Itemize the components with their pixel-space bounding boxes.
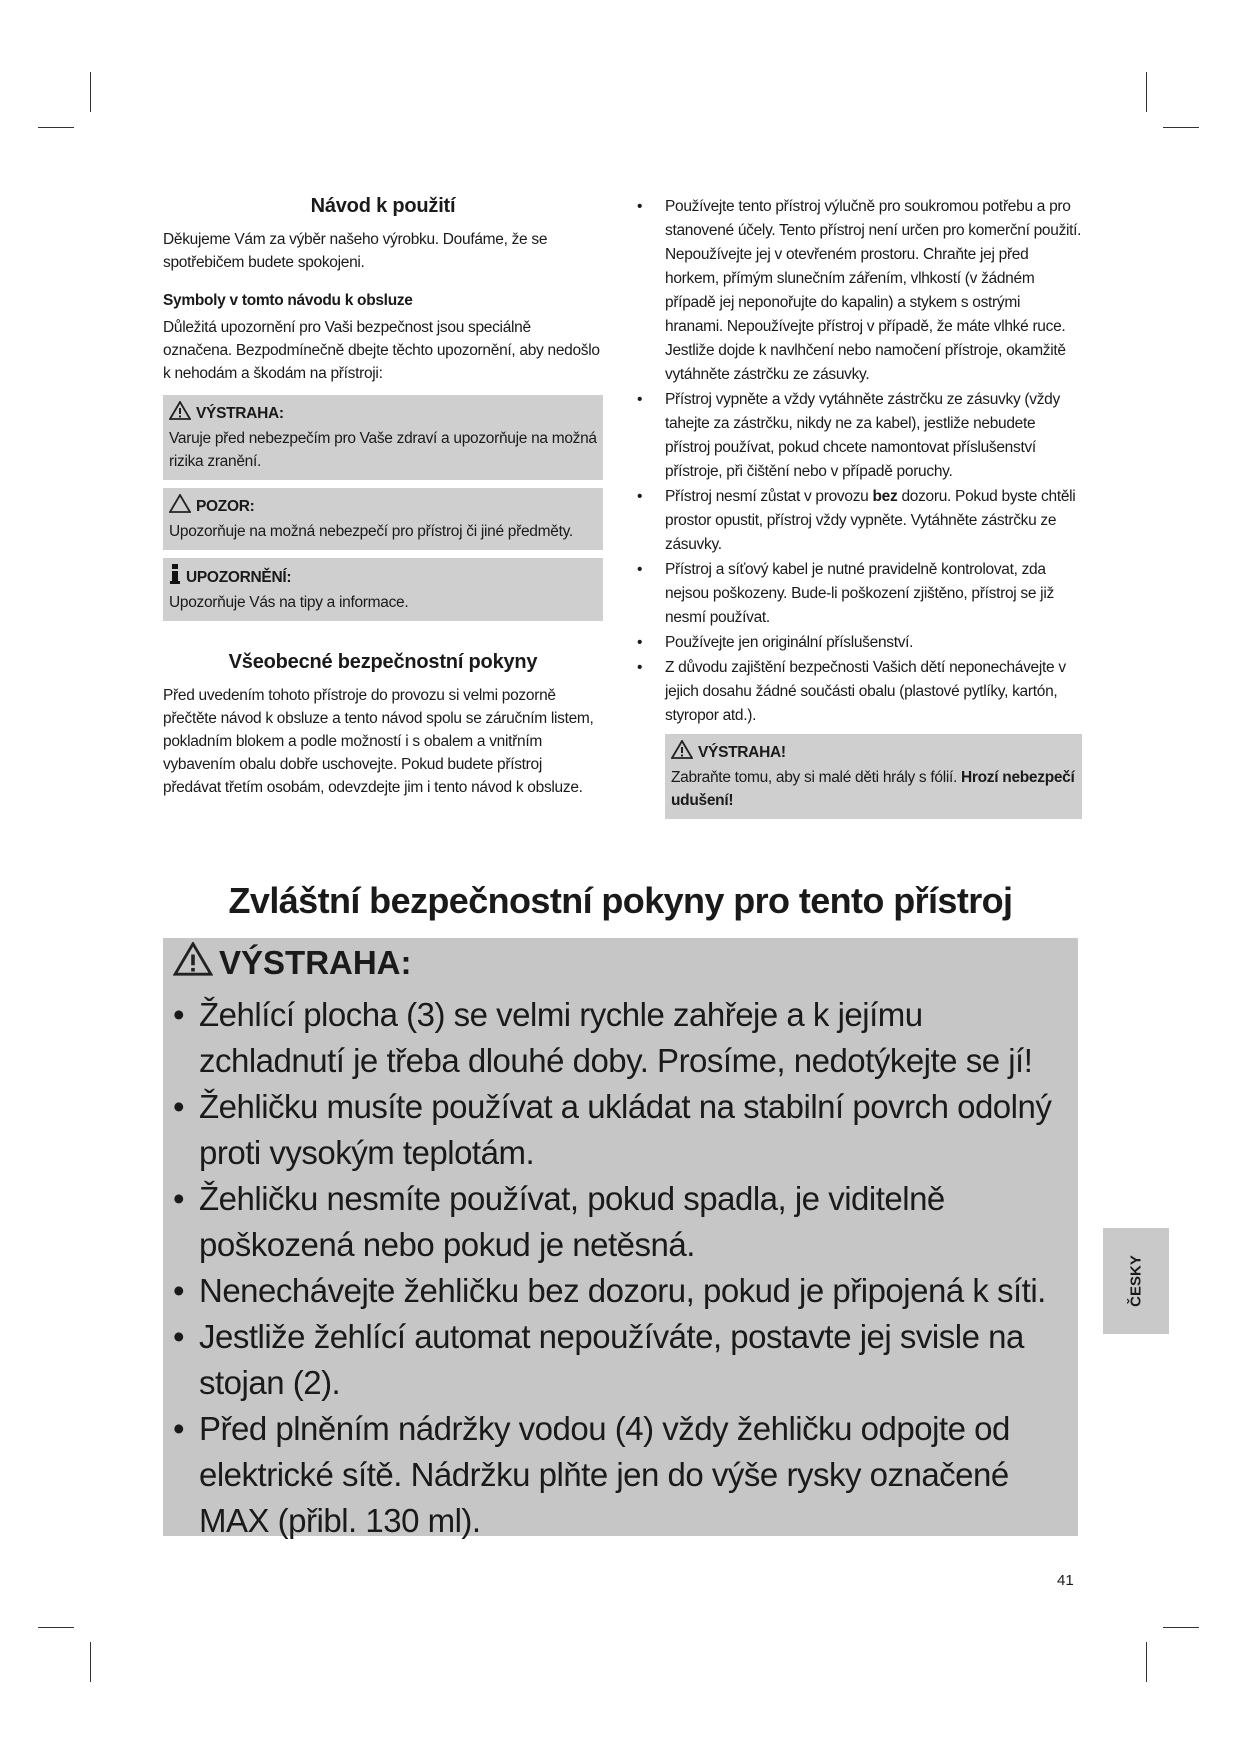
bullet: •	[637, 198, 643, 215]
note-title-label: UPOZORNĚNÍ:	[186, 568, 292, 586]
left-column	[163, 195, 603, 799]
special-warning-box	[163, 938, 1078, 1539]
language-tab	[1103, 1228, 1169, 1334]
crop-mark	[1146, 1642, 1147, 1682]
list-item	[637, 388, 1082, 484]
bullet: •	[637, 561, 643, 578]
list-item-text: Používejte jen originální příslušenství.	[665, 634, 914, 651]
bullet: •	[173, 996, 185, 1033]
note-box-title	[169, 564, 597, 591]
warning-box	[163, 395, 603, 480]
warning-triangle-icon	[671, 740, 693, 766]
note-box-text: Upozorňuje Vás na tipy a informace.	[169, 594, 409, 611]
caution-box-text: Upozorňuje na možná nebezpečí pro přístroj či jiné předměty.	[169, 523, 573, 540]
bullet: •	[173, 1180, 185, 1217]
list-item-text: Žehličku nesmíte používat, pokud spadla, je viditelně poškozená nebo pokud je netěsná.	[199, 1180, 945, 1263]
general-safety-text: Před uvedením tohoto přístroje do provozu si velmi pozorně přečtěte návod k obsluze a tento návod spolu se záručním listem, pokladním blokem a podle možností i s obalem a vnitřním vybavením obalu dobře uschovejte. Pokud budete přístroj předávat třetím osobám, odevzdejte jim i tento návod k obsluze.	[163, 687, 594, 796]
warning-triangle-icon	[169, 401, 191, 427]
bullet: •	[637, 391, 643, 408]
crop-mark	[38, 1627, 74, 1628]
note-box	[163, 558, 603, 621]
crop-mark	[1146, 72, 1147, 112]
list-item	[173, 1084, 1068, 1176]
special-warning-head	[173, 942, 412, 984]
list-item	[173, 992, 1068, 1084]
warning-box-title	[169, 401, 597, 427]
warning-title-label: VÝSTRAHA:	[196, 405, 284, 422]
list-item	[637, 631, 1082, 655]
child-warning-text-plain: Zabraňte tomu, aby si malé děti hrály s fólií.	[671, 769, 962, 786]
caution-title-label: POZOR:	[196, 498, 255, 515]
crop-mark	[90, 1642, 91, 1682]
info-icon	[169, 564, 181, 591]
caution-box	[163, 488, 603, 550]
bullet: •	[637, 634, 643, 651]
list-item-text: Žehličku musíte používat a ukládat na stabilní povrch odolný proti vysokým teplotám.	[199, 1088, 1052, 1171]
bullet: •	[173, 1318, 185, 1355]
manual-title: Návod k použití	[310, 195, 456, 217]
bullet: •	[173, 1272, 185, 1309]
caution-box-title	[169, 494, 597, 520]
special-safety-list	[173, 992, 1068, 1544]
list-item	[173, 1176, 1068, 1268]
language-tab-label: ČESKY	[1127, 1255, 1145, 1307]
list-item-text: Nenechávejte žehličku bez dozoru, pokud je připojená k síti.	[199, 1272, 1046, 1309]
special-warning-label: VÝSTRAHA:	[219, 944, 412, 981]
crop-mark	[1163, 127, 1199, 128]
list-item-text-a: Přístroj nesmí zůstat v provozu	[665, 488, 873, 505]
list-item-text: Používejte tento přístroj výlučně pro soukromou potřebu a pro stanovené účely. Tento přístroj není určen pro komerční použití. Nepoužívejte jej v otevřeném prostoru. Chraňte jej před horkem, přímým slunečním zářením, vlhkostí (v žádném případě jej neponořujte do kapalin) a stykem s ostrými hranami. Nepoužívejte přístroj v případě, že máte vlhké ruce. Jestliže dojde k navlhčení nebo namočení přístroje, okamžitě vytáhněte zástrčku ze zásuvky.	[665, 198, 1082, 383]
child-warning-title	[671, 740, 1076, 766]
list-item-text-bold: bez	[872, 488, 898, 505]
list-item	[173, 1406, 1068, 1544]
child-warning-text	[671, 766, 1076, 812]
list-item-text: Z důvodu zajištění bezpečnosti Vašich dětí neponechávejte v jejich dosahu žádné součásti obalu (plastové pytlíky, kartón, styropor atd.).	[665, 659, 1066, 724]
list-item-text: Jestliže žehlící automat nepoužíváte, postavte jej svisle na stojan (2).	[199, 1318, 1024, 1401]
crop-mark	[90, 72, 91, 112]
child-warning-title-label: VÝSTRAHA!	[698, 744, 786, 761]
page-number: 41	[1057, 1572, 1074, 1589]
list-item	[173, 1268, 1068, 1314]
child-warning-text-bold: Hrozí nebezpečí udušení!	[671, 769, 1075, 809]
list-item	[173, 1314, 1068, 1406]
general-safety-title: Všeobecné bezpečnostní pokyny	[228, 651, 538, 673]
list-item-text: Přístroj a síťový kabel je nutné pravidelně kontrolovat, zda nejsou poškozeny. Bude-li poškození zjištěno, přístroj se již nesmí používat.	[665, 561, 1054, 626]
bullet: •	[173, 1088, 185, 1125]
list-item-text: Žehlící plocha (3) se velmi rychle zahřeje a k jejímu zchladnutí je třeba dlouhé doby. Prosíme, nedotýkejte se jí!	[199, 996, 1033, 1079]
symbols-heading: Symboly v tomto návodu k obsluze	[163, 292, 413, 309]
symbols-text: Důležitá upozornění pro Vaši bezpečnost jsou speciálně označena. Bezpodmínečně dbejte těchto upozornění, aby nedošlo k nehodám a škodám na přístroji:	[163, 319, 600, 382]
list-item	[637, 558, 1082, 630]
crop-mark	[38, 127, 74, 128]
list-item	[637, 195, 1082, 387]
bullet: •	[637, 659, 643, 676]
bullet: •	[173, 1410, 185, 1447]
list-item	[637, 656, 1082, 728]
list-item-text-b: dozoru. Pokud byste chtěli prostor opustit, přístroj vždy vypněte. Vytáhněte zástrčku ze zásuvky.	[665, 488, 1076, 553]
safety-list	[637, 195, 1082, 728]
list-item-text: Před plněním nádržky vodou (4) vždy žehličku odpojte od elektrické sítě. Nádržku plňte jen do výše rysky označené MAX (přibl. 130 ml).	[199, 1410, 1010, 1539]
crop-mark	[1163, 1627, 1199, 1628]
list-item	[637, 485, 1082, 557]
list-item-text: Přístroj vypněte a vždy vytáhněte zástrčku ze zásuvky (vždy tahejte za zástrčku, nikdy ne za kabel), jestliže nebudete přístroj používat, pokud chcete namontovat příslušenství přístroje, při čištění nebo v případě poruchy.	[665, 391, 1060, 480]
caution-triangle-icon	[169, 494, 191, 520]
special-safety-title: Zvláštní bezpečnostní pokyny pro tento přístroj	[228, 880, 1013, 921]
bullet: •	[637, 488, 643, 505]
right-column	[637, 195, 1082, 819]
child-warning-box	[665, 734, 1082, 819]
thanks-text: Děkujeme Vám za výběr našeho výrobku. Doufáme, že se spotřebičem budete spokojeni.	[163, 231, 548, 271]
warning-triangle-icon	[173, 942, 213, 984]
warning-box-text: Varuje před nebezpečím pro Vaše zdraví a upozorňuje na možná rizika zranění.	[169, 430, 597, 470]
